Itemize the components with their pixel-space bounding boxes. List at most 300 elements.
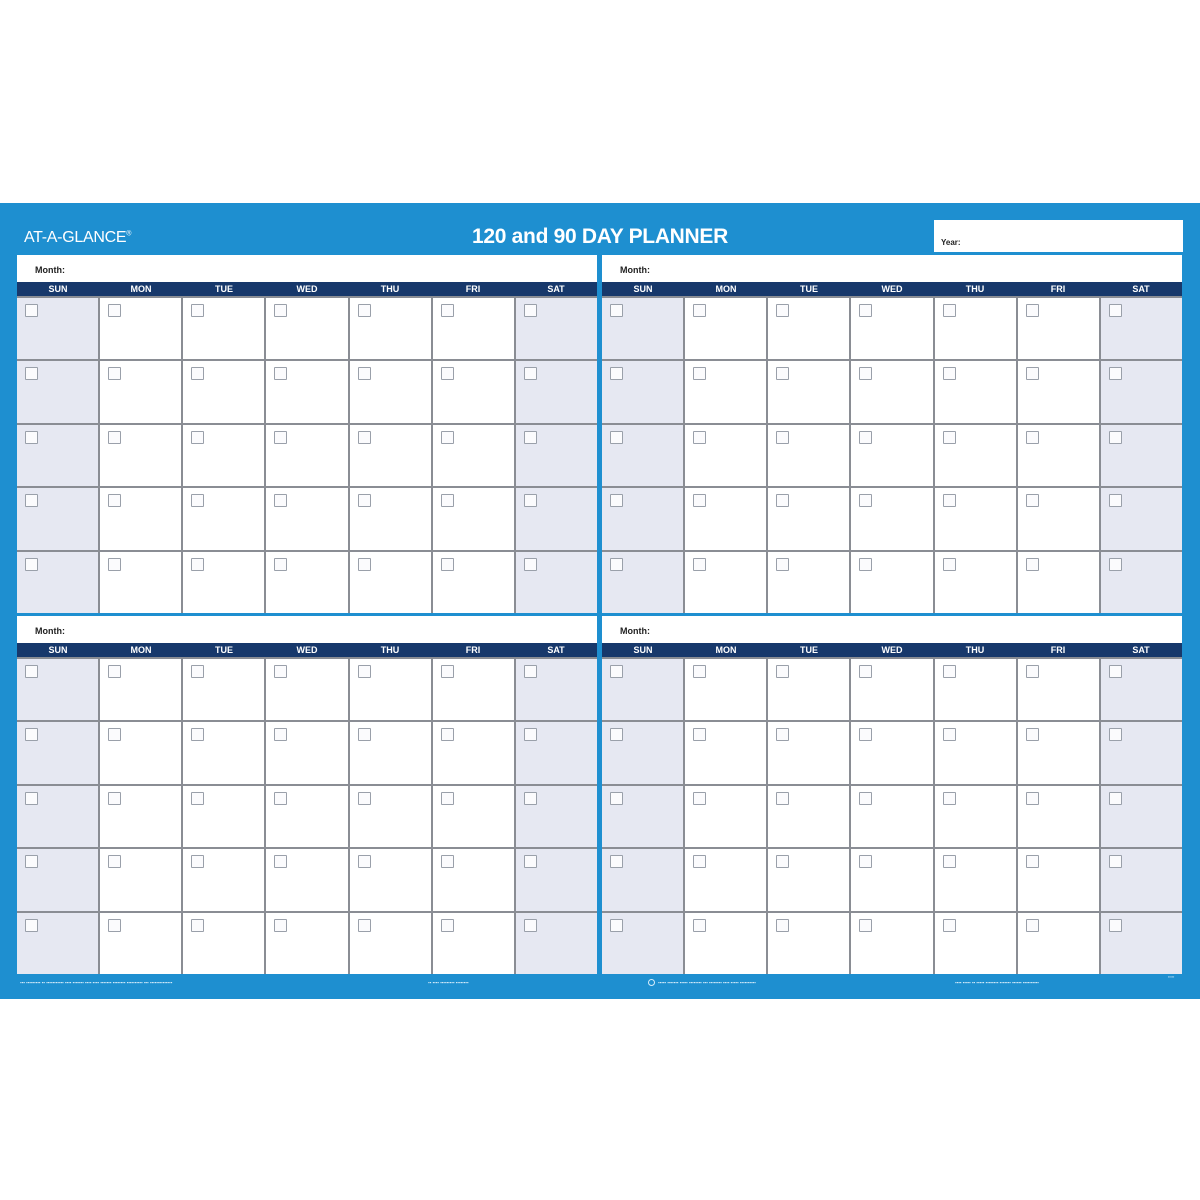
day-cell[interactable] — [350, 722, 431, 783]
checkbox-icon[interactable] — [693, 855, 706, 868]
day-cell[interactable] — [433, 849, 514, 910]
checkbox-icon[interactable] — [108, 494, 121, 507]
day-cell[interactable] — [100, 786, 181, 847]
weekday-label: MON — [715, 645, 737, 655]
checkbox-icon[interactable] — [1109, 304, 1122, 317]
checkbox-icon[interactable] — [274, 792, 287, 805]
weekday-label: SUN — [48, 284, 68, 294]
year-field[interactable] — [934, 220, 1183, 252]
day-cell[interactable] — [17, 913, 98, 974]
day-cell[interactable] — [516, 552, 597, 613]
day-cell[interactable] — [1018, 659, 1099, 720]
day-cell[interactable] — [935, 425, 1016, 486]
day-cell[interactable] — [768, 913, 849, 974]
checkbox-icon[interactable] — [441, 919, 454, 932]
checkbox-icon[interactable] — [25, 558, 38, 571]
checkbox-icon[interactable] — [693, 919, 706, 932]
day-cell[interactable] — [935, 298, 1016, 359]
day-cell[interactable] — [851, 659, 932, 720]
checkbox-icon[interactable] — [108, 855, 121, 868]
month-field[interactable] — [17, 616, 597, 643]
day-cell[interactable] — [1101, 659, 1182, 720]
day-cell[interactable] — [17, 659, 98, 720]
day-cell[interactable] — [851, 425, 932, 486]
day-cell[interactable] — [516, 488, 597, 549]
checkbox-icon[interactable] — [1109, 665, 1122, 678]
checkbox-icon[interactable] — [610, 304, 623, 317]
checkbox-icon[interactable] — [25, 367, 38, 380]
day-cell[interactable] — [1018, 786, 1099, 847]
checkbox-icon[interactable] — [943, 304, 956, 317]
day-cell[interactable] — [935, 488, 1016, 549]
checkbox-icon[interactable] — [610, 792, 623, 805]
checkbox-icon[interactable] — [943, 558, 956, 571]
day-cell[interactable] — [768, 786, 849, 847]
day-cell[interactable] — [516, 913, 597, 974]
day-cell[interactable] — [768, 361, 849, 422]
checkbox-icon[interactable] — [943, 855, 956, 868]
checkbox-icon[interactable] — [441, 855, 454, 868]
checkbox-icon[interactable] — [943, 431, 956, 444]
checkbox-icon[interactable] — [1026, 558, 1039, 571]
day-cell[interactable] — [516, 425, 597, 486]
day-cell[interactable] — [1101, 722, 1182, 783]
day-cell[interactable] — [266, 913, 347, 974]
day-cell[interactable] — [602, 298, 683, 359]
day-cell[interactable] — [350, 488, 431, 549]
checkbox-icon[interactable] — [108, 304, 121, 317]
day-cell[interactable] — [602, 849, 683, 910]
checkbox-icon[interactable] — [1026, 728, 1039, 741]
weekday-label: SUN — [633, 284, 653, 294]
checkbox-icon[interactable] — [1026, 304, 1039, 317]
weekday-label: WED — [296, 284, 318, 294]
checkbox-icon[interactable] — [943, 919, 956, 932]
checkbox-icon[interactable] — [1026, 494, 1039, 507]
day-cell[interactable] — [183, 913, 264, 974]
day-cell[interactable] — [851, 722, 932, 783]
day-cell[interactable] — [433, 722, 514, 783]
checkbox-icon[interactable] — [859, 367, 872, 380]
day-cell[interactable] — [768, 659, 849, 720]
day-cell[interactable] — [685, 849, 766, 910]
checkbox-icon[interactable] — [108, 558, 121, 571]
day-cell[interactable] — [350, 659, 431, 720]
day-cell[interactable] — [17, 786, 98, 847]
day-cell[interactable] — [1018, 552, 1099, 613]
month-field[interactable] — [17, 255, 597, 282]
day-cell[interactable] — [17, 425, 98, 486]
day-cell[interactable] — [685, 552, 766, 613]
day-cell[interactable] — [1101, 552, 1182, 613]
day-cell[interactable] — [183, 659, 264, 720]
checkbox-icon[interactable] — [943, 728, 956, 741]
checkbox-icon[interactable] — [358, 728, 371, 741]
day-cell[interactable] — [935, 849, 1016, 910]
day-cell[interactable] — [433, 552, 514, 613]
checkbox-icon[interactable] — [693, 367, 706, 380]
checkbox-icon[interactable] — [1109, 792, 1122, 805]
day-cell[interactable] — [266, 361, 347, 422]
day-cell[interactable] — [851, 913, 932, 974]
day-cell[interactable] — [433, 488, 514, 549]
checkbox-icon[interactable] — [191, 665, 204, 678]
day-cell[interactable] — [851, 298, 932, 359]
checkbox-icon[interactable] — [524, 665, 537, 678]
day-cell[interactable] — [1018, 361, 1099, 422]
day-cell[interactable] — [17, 361, 98, 422]
day-cell[interactable] — [1101, 425, 1182, 486]
day-cell[interactable] — [1018, 722, 1099, 783]
checkbox-icon[interactable] — [191, 367, 204, 380]
day-cell[interactable] — [602, 786, 683, 847]
day-cell[interactable] — [100, 488, 181, 549]
day-cell[interactable] — [183, 425, 264, 486]
day-cell[interactable] — [266, 425, 347, 486]
checkbox-icon[interactable] — [1026, 855, 1039, 868]
day-cell[interactable] — [17, 722, 98, 783]
checkbox-icon[interactable] — [358, 855, 371, 868]
checkbox-icon[interactable] — [610, 855, 623, 868]
checkbox-icon[interactable] — [25, 728, 38, 741]
checkbox-icon[interactable] — [776, 431, 789, 444]
day-cell[interactable] — [350, 298, 431, 359]
day-cell[interactable] — [266, 849, 347, 910]
day-cell[interactable] — [350, 913, 431, 974]
checkbox-icon[interactable] — [1109, 855, 1122, 868]
day-cell[interactable] — [935, 786, 1016, 847]
day-cell[interactable] — [768, 849, 849, 910]
checkbox-icon[interactable] — [610, 558, 623, 571]
day-cell[interactable] — [266, 722, 347, 783]
checkbox-icon[interactable] — [1109, 728, 1122, 741]
checkbox-icon[interactable] — [610, 665, 623, 678]
checkbox-icon[interactable] — [1109, 494, 1122, 507]
day-cell[interactable] — [685, 659, 766, 720]
checkbox-icon[interactable] — [274, 728, 287, 741]
day-cell[interactable] — [433, 786, 514, 847]
checkbox-icon[interactable] — [693, 431, 706, 444]
checkbox-icon[interactable] — [943, 494, 956, 507]
day-cell[interactable] — [935, 361, 1016, 422]
day-cell[interactable] — [433, 298, 514, 359]
day-cell[interactable] — [17, 488, 98, 549]
checkbox-icon[interactable] — [1109, 558, 1122, 571]
fine-print-left: ▪▪▪ ▪▪▪▪▪▪▪▪▪ ▪▪ ▪▪▪▪▪▪▪▪▪▪▪ ▪▪▪▪ ▪▪▪▪▪▪▪ ▪▪▪▪ ▪▪▪▪ ▪▪▪▪▪▪▪ ▪▪▪▪▪▪▪▪ ▪▪▪▪▪▪▪▪▪▪ ▪▪▪ ▪▪▪▪▪▪▪▪▪▪▪▪▪▪ — [20, 980, 173, 985]
checkbox-icon[interactable] — [524, 494, 537, 507]
checkbox-icon[interactable] — [859, 558, 872, 571]
checkbox-icon[interactable] — [25, 494, 38, 507]
checkbox-icon[interactable] — [776, 304, 789, 317]
day-cell[interactable] — [935, 913, 1016, 974]
checkbox-icon[interactable] — [524, 855, 537, 868]
checkbox-icon[interactable] — [358, 792, 371, 805]
day-cell[interactable] — [602, 659, 683, 720]
checkbox-icon[interactable] — [191, 792, 204, 805]
day-cell[interactable] — [433, 361, 514, 422]
checkbox-icon[interactable] — [524, 919, 537, 932]
day-cell[interactable] — [685, 913, 766, 974]
day-cell[interactable] — [183, 488, 264, 549]
day-cell[interactable] — [350, 552, 431, 613]
day-cell[interactable] — [1101, 488, 1182, 549]
checkbox-icon[interactable] — [859, 304, 872, 317]
checkbox-icon[interactable] — [943, 665, 956, 678]
day-cell[interactable] — [433, 425, 514, 486]
month-field[interactable] — [602, 255, 1182, 282]
checkbox-icon[interactable] — [25, 919, 38, 932]
day-cell[interactable] — [602, 913, 683, 974]
day-cell[interactable] — [1101, 786, 1182, 847]
checkbox-icon[interactable] — [610, 494, 623, 507]
checkbox-icon[interactable] — [108, 728, 121, 741]
checkbox-icon[interactable] — [776, 728, 789, 741]
checkbox-icon[interactable] — [610, 431, 623, 444]
day-cell[interactable] — [1101, 913, 1182, 974]
checkbox-icon[interactable] — [274, 665, 287, 678]
day-cell[interactable] — [516, 659, 597, 720]
day-cell[interactable] — [100, 298, 181, 359]
day-cell[interactable] — [17, 849, 98, 910]
checkbox-icon[interactable] — [776, 367, 789, 380]
checkbox-icon[interactable] — [859, 665, 872, 678]
checkbox-icon[interactable] — [441, 431, 454, 444]
day-cell[interactable] — [183, 849, 264, 910]
checkbox-icon[interactable] — [693, 494, 706, 507]
checkbox-icon[interactable] — [358, 665, 371, 678]
day-cell[interactable] — [602, 552, 683, 613]
weekday-label: THU — [380, 645, 400, 655]
checkbox-icon[interactable] — [191, 494, 204, 507]
checkbox-icon[interactable] — [358, 558, 371, 571]
day-cell[interactable] — [851, 552, 932, 613]
day-cell[interactable] — [516, 298, 597, 359]
day-cell[interactable] — [1101, 298, 1182, 359]
checkbox-icon[interactable] — [859, 919, 872, 932]
day-cell[interactable] — [768, 488, 849, 549]
checkbox-icon[interactable] — [191, 855, 204, 868]
checkbox-icon[interactable] — [441, 792, 454, 805]
checkbox-icon[interactable] — [358, 919, 371, 932]
day-cell[interactable] — [183, 361, 264, 422]
day-cell[interactable] — [433, 659, 514, 720]
weekday-label: WED — [296, 645, 318, 655]
checkbox-icon[interactable] — [274, 367, 287, 380]
checkbox-icon[interactable] — [859, 855, 872, 868]
day-cell[interactable] — [685, 722, 766, 783]
checkbox-icon[interactable] — [108, 919, 121, 932]
checkbox-icon[interactable] — [524, 792, 537, 805]
checkbox-icon[interactable] — [1026, 431, 1039, 444]
day-cell[interactable] — [685, 786, 766, 847]
day-cell[interactable] — [183, 786, 264, 847]
checkbox-icon[interactable] — [191, 919, 204, 932]
checkbox-icon[interactable] — [1026, 919, 1039, 932]
day-cell[interactable] — [17, 552, 98, 613]
day-cell[interactable] — [100, 849, 181, 910]
checkbox-icon[interactable] — [25, 665, 38, 678]
day-cell[interactable] — [100, 722, 181, 783]
checkbox-icon[interactable] — [524, 728, 537, 741]
day-cell[interactable] — [1101, 849, 1182, 910]
day-cell[interactable] — [1101, 361, 1182, 422]
checkbox-icon[interactable] — [776, 792, 789, 805]
day-cell[interactable] — [1018, 298, 1099, 359]
day-cell[interactable] — [516, 722, 597, 783]
checkbox-icon[interactable] — [441, 494, 454, 507]
checkbox-icon[interactable] — [859, 792, 872, 805]
checkbox-icon[interactable] — [693, 304, 706, 317]
day-cell[interactable] — [350, 786, 431, 847]
weekday-label: SUN — [48, 645, 68, 655]
checkbox-icon[interactable] — [441, 665, 454, 678]
day-grid — [17, 657, 597, 974]
checkbox-icon[interactable] — [1026, 792, 1039, 805]
day-cell[interactable] — [851, 488, 932, 549]
day-cell[interactable] — [100, 552, 181, 613]
checkbox-icon[interactable] — [776, 855, 789, 868]
checkbox-icon[interactable] — [191, 431, 204, 444]
checkbox-icon[interactable] — [108, 792, 121, 805]
checkbox-icon[interactable] — [108, 431, 121, 444]
checkbox-icon[interactable] — [1026, 367, 1039, 380]
checkbox-icon[interactable] — [25, 304, 38, 317]
day-cell[interactable] — [516, 361, 597, 422]
year-label: Year: — [941, 238, 961, 247]
checkbox-icon[interactable] — [776, 919, 789, 932]
checkbox-icon[interactable] — [358, 367, 371, 380]
day-cell[interactable] — [1018, 849, 1099, 910]
checkbox-icon[interactable] — [274, 304, 287, 317]
day-cell[interactable] — [768, 298, 849, 359]
day-cell[interactable] — [935, 659, 1016, 720]
checkbox-icon[interactable] — [274, 431, 287, 444]
day-cell[interactable] — [266, 552, 347, 613]
checkbox-icon[interactable] — [358, 304, 371, 317]
day-cell[interactable] — [266, 659, 347, 720]
checkbox-icon[interactable] — [441, 728, 454, 741]
checkbox-icon[interactable] — [1026, 665, 1039, 678]
day-cell[interactable] — [685, 425, 766, 486]
checkbox-icon[interactable] — [108, 665, 121, 678]
day-cell[interactable] — [602, 722, 683, 783]
checkbox-icon[interactable] — [441, 304, 454, 317]
day-cell[interactable] — [516, 849, 597, 910]
checkbox-icon[interactable] — [693, 665, 706, 678]
day-cell[interactable] — [768, 425, 849, 486]
day-cell[interactable] — [685, 488, 766, 549]
checkbox-icon[interactable] — [693, 792, 706, 805]
day-cell[interactable] — [183, 552, 264, 613]
checkbox-icon[interactable] — [191, 728, 204, 741]
day-cell[interactable] — [266, 488, 347, 549]
checkbox-icon[interactable] — [776, 558, 789, 571]
recycle-icon — [648, 979, 655, 986]
checkbox-icon[interactable] — [358, 431, 371, 444]
checkbox-icon[interactable] — [693, 558, 706, 571]
day-cell[interactable] — [1018, 913, 1099, 974]
day-cell[interactable] — [100, 659, 181, 720]
day-cell[interactable] — [183, 298, 264, 359]
checkbox-icon[interactable] — [524, 367, 537, 380]
day-cell[interactable] — [100, 913, 181, 974]
checkbox-icon[interactable] — [1109, 431, 1122, 444]
checkbox-icon[interactable] — [524, 558, 537, 571]
day-cell[interactable] — [350, 425, 431, 486]
checkbox-icon[interactable] — [1109, 367, 1122, 380]
checkbox-icon[interactable] — [274, 494, 287, 507]
checkbox-icon[interactable] — [1109, 919, 1122, 932]
checkbox-icon[interactable] — [25, 792, 38, 805]
brand-mark: ® — [126, 230, 132, 238]
checkbox-icon[interactable] — [859, 728, 872, 741]
checkbox-icon[interactable] — [25, 431, 38, 444]
day-cell[interactable] — [851, 361, 932, 422]
checkbox-icon[interactable] — [524, 431, 537, 444]
checkbox-icon[interactable] — [441, 558, 454, 571]
checkbox-icon[interactable] — [859, 494, 872, 507]
day-cell[interactable] — [768, 552, 849, 613]
checkbox-icon[interactable] — [441, 367, 454, 380]
day-cell[interactable] — [935, 722, 1016, 783]
checkbox-icon[interactable] — [25, 855, 38, 868]
day-cell[interactable] — [100, 361, 181, 422]
day-cell[interactable] — [350, 849, 431, 910]
checkbox-icon[interactable] — [524, 304, 537, 317]
checkbox-icon[interactable] — [274, 855, 287, 868]
checkbox-icon[interactable] — [693, 728, 706, 741]
day-cell[interactable] — [602, 425, 683, 486]
checkbox-icon[interactable] — [358, 494, 371, 507]
checkbox-icon[interactable] — [191, 304, 204, 317]
day-cell[interactable] — [685, 298, 766, 359]
day-cell[interactable] — [100, 425, 181, 486]
day-cell[interactable] — [350, 361, 431, 422]
day-cell[interactable] — [516, 786, 597, 847]
day-cell[interactable] — [266, 298, 347, 359]
checkbox-icon[interactable] — [610, 919, 623, 932]
checkbox-icon[interactable] — [776, 665, 789, 678]
checkbox-icon[interactable] — [859, 431, 872, 444]
day-cell[interactable] — [602, 361, 683, 422]
checkbox-icon[interactable] — [776, 494, 789, 507]
day-cell[interactable] — [851, 786, 932, 847]
day-cell[interactable] — [266, 786, 347, 847]
day-cell[interactable] — [602, 488, 683, 549]
day-cell[interactable] — [851, 849, 932, 910]
brand-name: AT-A-GLANCE — [24, 229, 127, 246]
day-cell[interactable] — [17, 298, 98, 359]
day-cell[interactable] — [433, 913, 514, 974]
weekday-label: SAT — [1132, 284, 1150, 294]
checkbox-icon[interactable] — [274, 558, 287, 571]
month-field[interactable] — [602, 616, 1182, 643]
checkbox-icon[interactable] — [943, 792, 956, 805]
day-cell[interactable] — [768, 722, 849, 783]
day-cell[interactable] — [935, 552, 1016, 613]
day-cell[interactable] — [685, 361, 766, 422]
day-cell[interactable] — [1018, 425, 1099, 486]
day-cell[interactable] — [1018, 488, 1099, 549]
checkbox-icon[interactable] — [274, 919, 287, 932]
checkbox-icon[interactable] — [943, 367, 956, 380]
checkbox-icon[interactable] — [191, 558, 204, 571]
checkbox-icon[interactable] — [610, 728, 623, 741]
brand-logo — [24, 229, 131, 247]
checkbox-icon[interactable] — [610, 367, 623, 380]
checkbox-icon[interactable] — [108, 367, 121, 380]
day-cell[interactable] — [183, 722, 264, 783]
